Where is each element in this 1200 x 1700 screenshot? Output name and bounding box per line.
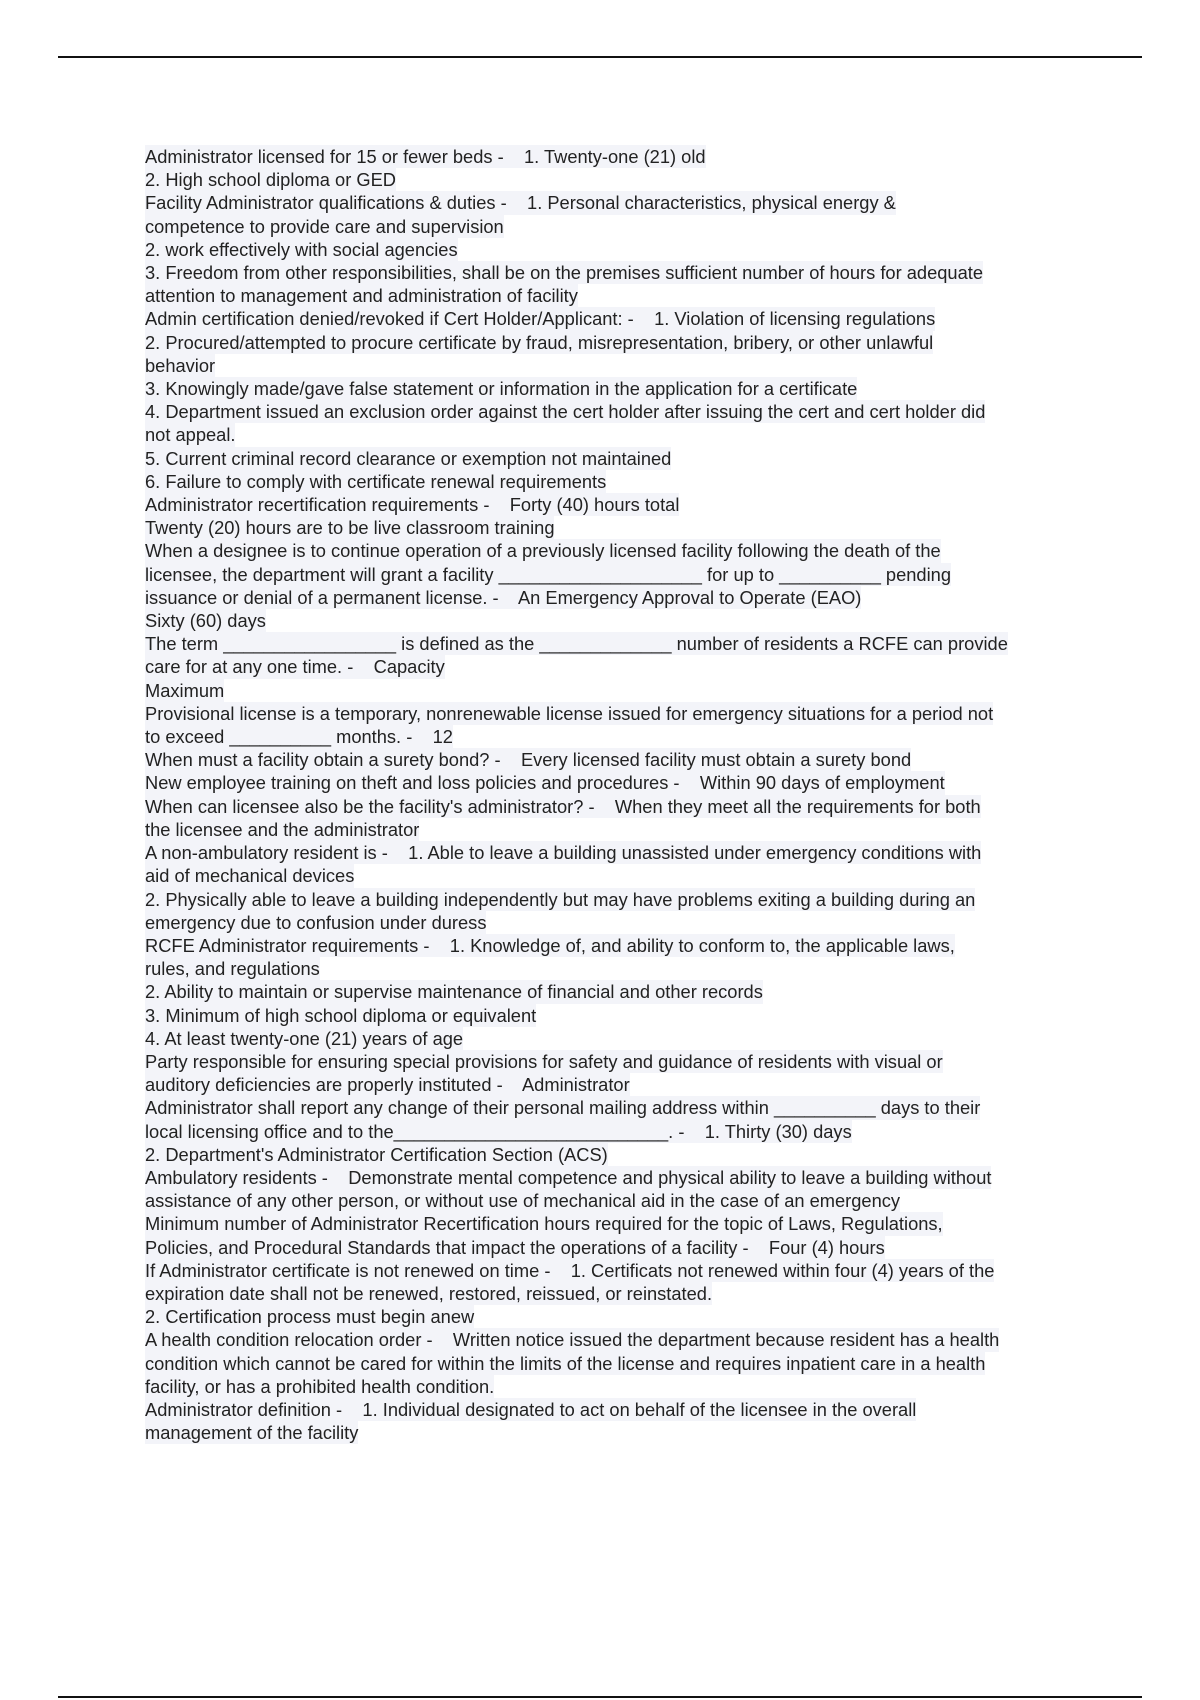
- text-line: 2. Ability to maintain or supervise maintenance of financial and other records: [145, 981, 763, 1003]
- text-line: 2. Certification process must begin anew: [145, 1306, 475, 1328]
- text-line: 3. Knowingly made/gave false statement or information in the application for a certificate: [145, 378, 858, 400]
- text-line: When a designee is to continue operation of a previously licensed facility following the death of the: [145, 540, 941, 562]
- text-line: A non-ambulatory resident is - 1. Able to leave a building unassisted under emergency conditions with: [145, 842, 982, 864]
- text-line: not appeal.: [145, 424, 236, 446]
- text-line: When must a facility obtain a surety bond? - Every licensed facility must obtain a surety bond: [145, 749, 912, 771]
- text-line: 3. Freedom from other responsibilities, shall be on the premises sufficient number of hours for adequate: [145, 262, 983, 284]
- text-line: Administrator recertification requirements - Forty (40) hours total: [145, 494, 680, 516]
- document-body: [145, 145, 1090, 1444]
- text-line: auditory deficiencies are properly instituted - Administrator: [145, 1074, 630, 1096]
- text-line: Policies, and Procedural Standards that impact the operations of a facility - Four (4) hours: [145, 1236, 885, 1258]
- text-line: Twenty (20) hours are to be live classroom training: [145, 517, 555, 539]
- text-line: Administrator shall report any change of their personal mailing address within __________ days to their: [145, 1097, 981, 1119]
- text-line: 3. Minimum of high school diploma or equivalent: [145, 1004, 537, 1026]
- text-line: 5. Current criminal record clearance or exemption not maintained: [145, 447, 672, 469]
- text-line: 2. Procured/attempted to procure certificate by fraud, misrepresentation, bribery, or other unlawful: [145, 331, 934, 353]
- text-line: If Administrator certificate is not renewed on time - 1. Certificats not renewed within four (4) years of the: [145, 1259, 995, 1281]
- text-line: assistance of any other person, or without use of mechanical aid in the case of an emergency: [145, 1190, 901, 1212]
- text-line: New employee training on theft and loss policies and procedures - Within 90 days of employment: [145, 772, 945, 794]
- text-line: 4. At least twenty-one (21) years of age: [145, 1027, 464, 1049]
- text-line: emergency due to confusion under duress: [145, 911, 487, 933]
- text-line: issuance or denial of a permanent license. - An Emergency Approval to Operate (EAO): [145, 586, 862, 608]
- text-line: management of the facility: [145, 1422, 359, 1444]
- text-line: Administrator definition - 1. Individual designated to act on behalf of the licensee in the overall: [145, 1398, 917, 1420]
- text-line: Ambulatory residents - Demonstrate mental competence and physical ability to leave a building without: [145, 1166, 992, 1188]
- text-line: The term _________________ is defined as the _____________ number of residents a RCFE can provide: [145, 633, 1008, 655]
- text-line: facility, or has a prohibited health condition.: [145, 1375, 495, 1397]
- bottom-rule: [58, 1696, 1142, 1698]
- text-line: 4. Department issued an exclusion order against the cert holder after issuing the cert and cert holder did: [145, 401, 986, 423]
- text-line: Party responsible for ensuring special provisions for safety and guidance of residents with visual or: [145, 1050, 943, 1072]
- text-line: local licensing office and to the___________________________. - 1. Thirty (30) days: [145, 1120, 852, 1142]
- text-line: RCFE Administrator requirements - 1. Knowledge of, and ability to conform to, the applicable laws,: [145, 934, 955, 956]
- text-line: rules, and regulations: [145, 958, 320, 980]
- text-line: A health condition relocation order - Written notice issued the department because resident has a health: [145, 1329, 1000, 1351]
- text-line: Facility Administrator qualifications & duties - 1. Personal characteristics, physical energy &: [145, 192, 896, 214]
- text-line: behavior: [145, 354, 216, 376]
- text-line: competence to provide care and supervision: [145, 215, 504, 237]
- text-line: Admin certification denied/revoked if Cert Holder/Applicant: - 1. Violation of licensing regulations: [145, 308, 936, 330]
- text-line: care for at any one time. - Capacity: [145, 656, 445, 678]
- text-line: Provisional license is a temporary, nonrenewable license issued for emergency situations for a period not: [145, 702, 994, 724]
- text-line: 2. High school diploma or GED: [145, 169, 396, 191]
- text-line: Sixty (60) days: [145, 610, 266, 632]
- text-line: condition which cannot be cared for within the limits of the license and requires inpatient care in a health: [145, 1352, 986, 1374]
- text-line: the licensee and the administrator: [145, 818, 420, 840]
- text-line: When can licensee also be the facility's administrator? - When they meet all the requirements for both: [145, 795, 981, 817]
- text-line: 6. Failure to comply with certificate renewal requirements: [145, 470, 607, 492]
- text-line: Administrator licensed for 15 or fewer beds - 1. Twenty-one (21) old: [145, 146, 706, 167]
- text-line: 2. work effectively with social agencies: [145, 238, 458, 260]
- text-line: to exceed __________ months. - 12: [145, 726, 453, 748]
- text-line: 2. Department's Administrator Certification Section (ACS): [145, 1143, 608, 1165]
- text-line: attention to management and administration of facility: [145, 285, 578, 307]
- top-rule: [58, 56, 1142, 58]
- text-line: expiration date shall not be renewed, restored, reissued, or reinstated.: [145, 1282, 713, 1304]
- text-line: licensee, the department will grant a facility ____________________ for up to __________ pending: [145, 563, 951, 585]
- text-line: Minimum number of Administrator Recertification hours required for the topic of Laws, Regulations,: [145, 1213, 943, 1235]
- text-line: 2. Physically able to leave a building independently but may have problems exiting a building during an: [145, 888, 976, 910]
- text-line: aid of mechanical devices: [145, 865, 355, 887]
- text-line: Maximum: [145, 679, 225, 701]
